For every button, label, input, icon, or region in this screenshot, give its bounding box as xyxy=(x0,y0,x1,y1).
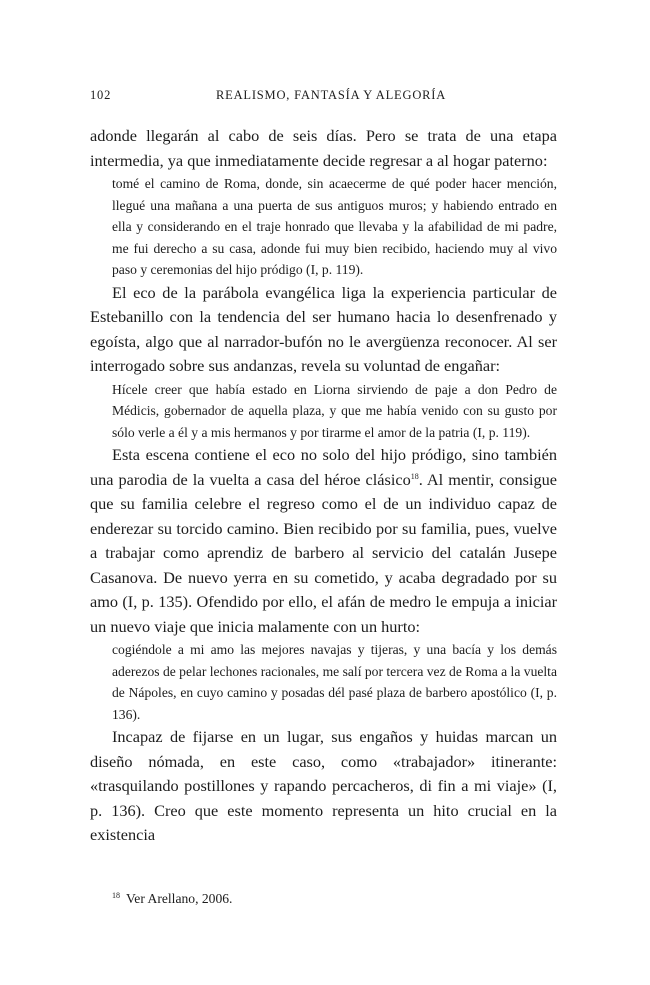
paragraph-3 xyxy=(90,443,557,639)
body-text xyxy=(90,124,557,848)
paragraph-4: Incapaz de fijarse en un lugar, sus engaños y huidas marcan un diseño nómada, en este caso, como «trabajador» itinerante: «trasquilando postillones y rapando percacheros, di fin a mi viaje» (I, p. 136). Creo que este momento representa un hito crucial en la existencia xyxy=(90,727,557,844)
paragraph-2: El eco de la parábola evangélica liga la experiencia particular de Estebanillo con la tendencia del ser humano hacia lo desenfrenado y egoísta, algo que al narrador-bufón no le avergüenza reconocer. Al ser interrogado sobre sus andanzas, revela su voluntad de engañar: xyxy=(90,282,557,375)
page-number: 102 xyxy=(90,88,112,102)
footnote-number: 18 xyxy=(112,891,120,900)
footnote-reference[interactable]: 18 xyxy=(410,471,419,481)
footnote-text: Ver Arellano, 2006. xyxy=(126,891,233,906)
running-head: REALISMO, FANTASÍA Y ALEGORÍA xyxy=(216,88,447,102)
paragraph-3-part-a: Esta escena contiene el eco no solo del hijo pródigo, sino también una parodia de la vuelta a casa del héroe clásico xyxy=(90,445,557,489)
block-quote-3: cogiéndole a mi amo las mejores navajas y tijeras, y una bacía y los demás aderezos de pelar lechones racionales, me salí por tercera vez de Roma a la vuelta de Nápoles, en cuyo camino y posadas dél pasé plaza de barbero apostólico (I, p. 136). xyxy=(112,642,557,722)
paragraph-1: adonde llegarán al cabo de seis días. Pero se trata de una etapa intermedia, ya que inmediatamente decide regresar a al hogar paterno: xyxy=(90,126,557,170)
block-quote-2: Hícele creer que había estado en Liorna sirviendo de paje a don Pedro de Médicis, gobernador de aquella plaza, y que me había venido con su gusto por sólo verle a él y a mis hermanos y por tirarme el amor de la patria (I, p. 119). xyxy=(112,381,557,440)
paragraph-3-part-b: . Al mentir, consigue que su familia celebre el regreso como el de un individuo capaz de enderezar su torcido camino. Bien recibido por su familia, pues, vuelve a trabajar como aprendiz de barbero al servicio del catalán Jusepe Casanova. De nuevo yerra en su cometido, y acaba degradado por su amo (I, p. 135). Ofendido por ello, el afán de medro le empuja a iniciar un nuevo viaje que inicia malamente con un hurto: xyxy=(90,469,557,636)
footnote xyxy=(112,886,232,909)
page-header xyxy=(90,88,557,108)
block-quote-1: tomé el camino de Roma, donde, sin acaecerme de qué poder hacer mención, llegué una mañana a una puerta de sus antiguos muros; y habiendo entrado en ella y considerando en el traje honrado que llevaba y la afabilidad de mi padre, me fui derecho a su casa, adonde fui muy bien recibido, haciendo muy al vivo paso y ceremonias del hijo pródigo (I, p. 119). xyxy=(112,176,557,277)
